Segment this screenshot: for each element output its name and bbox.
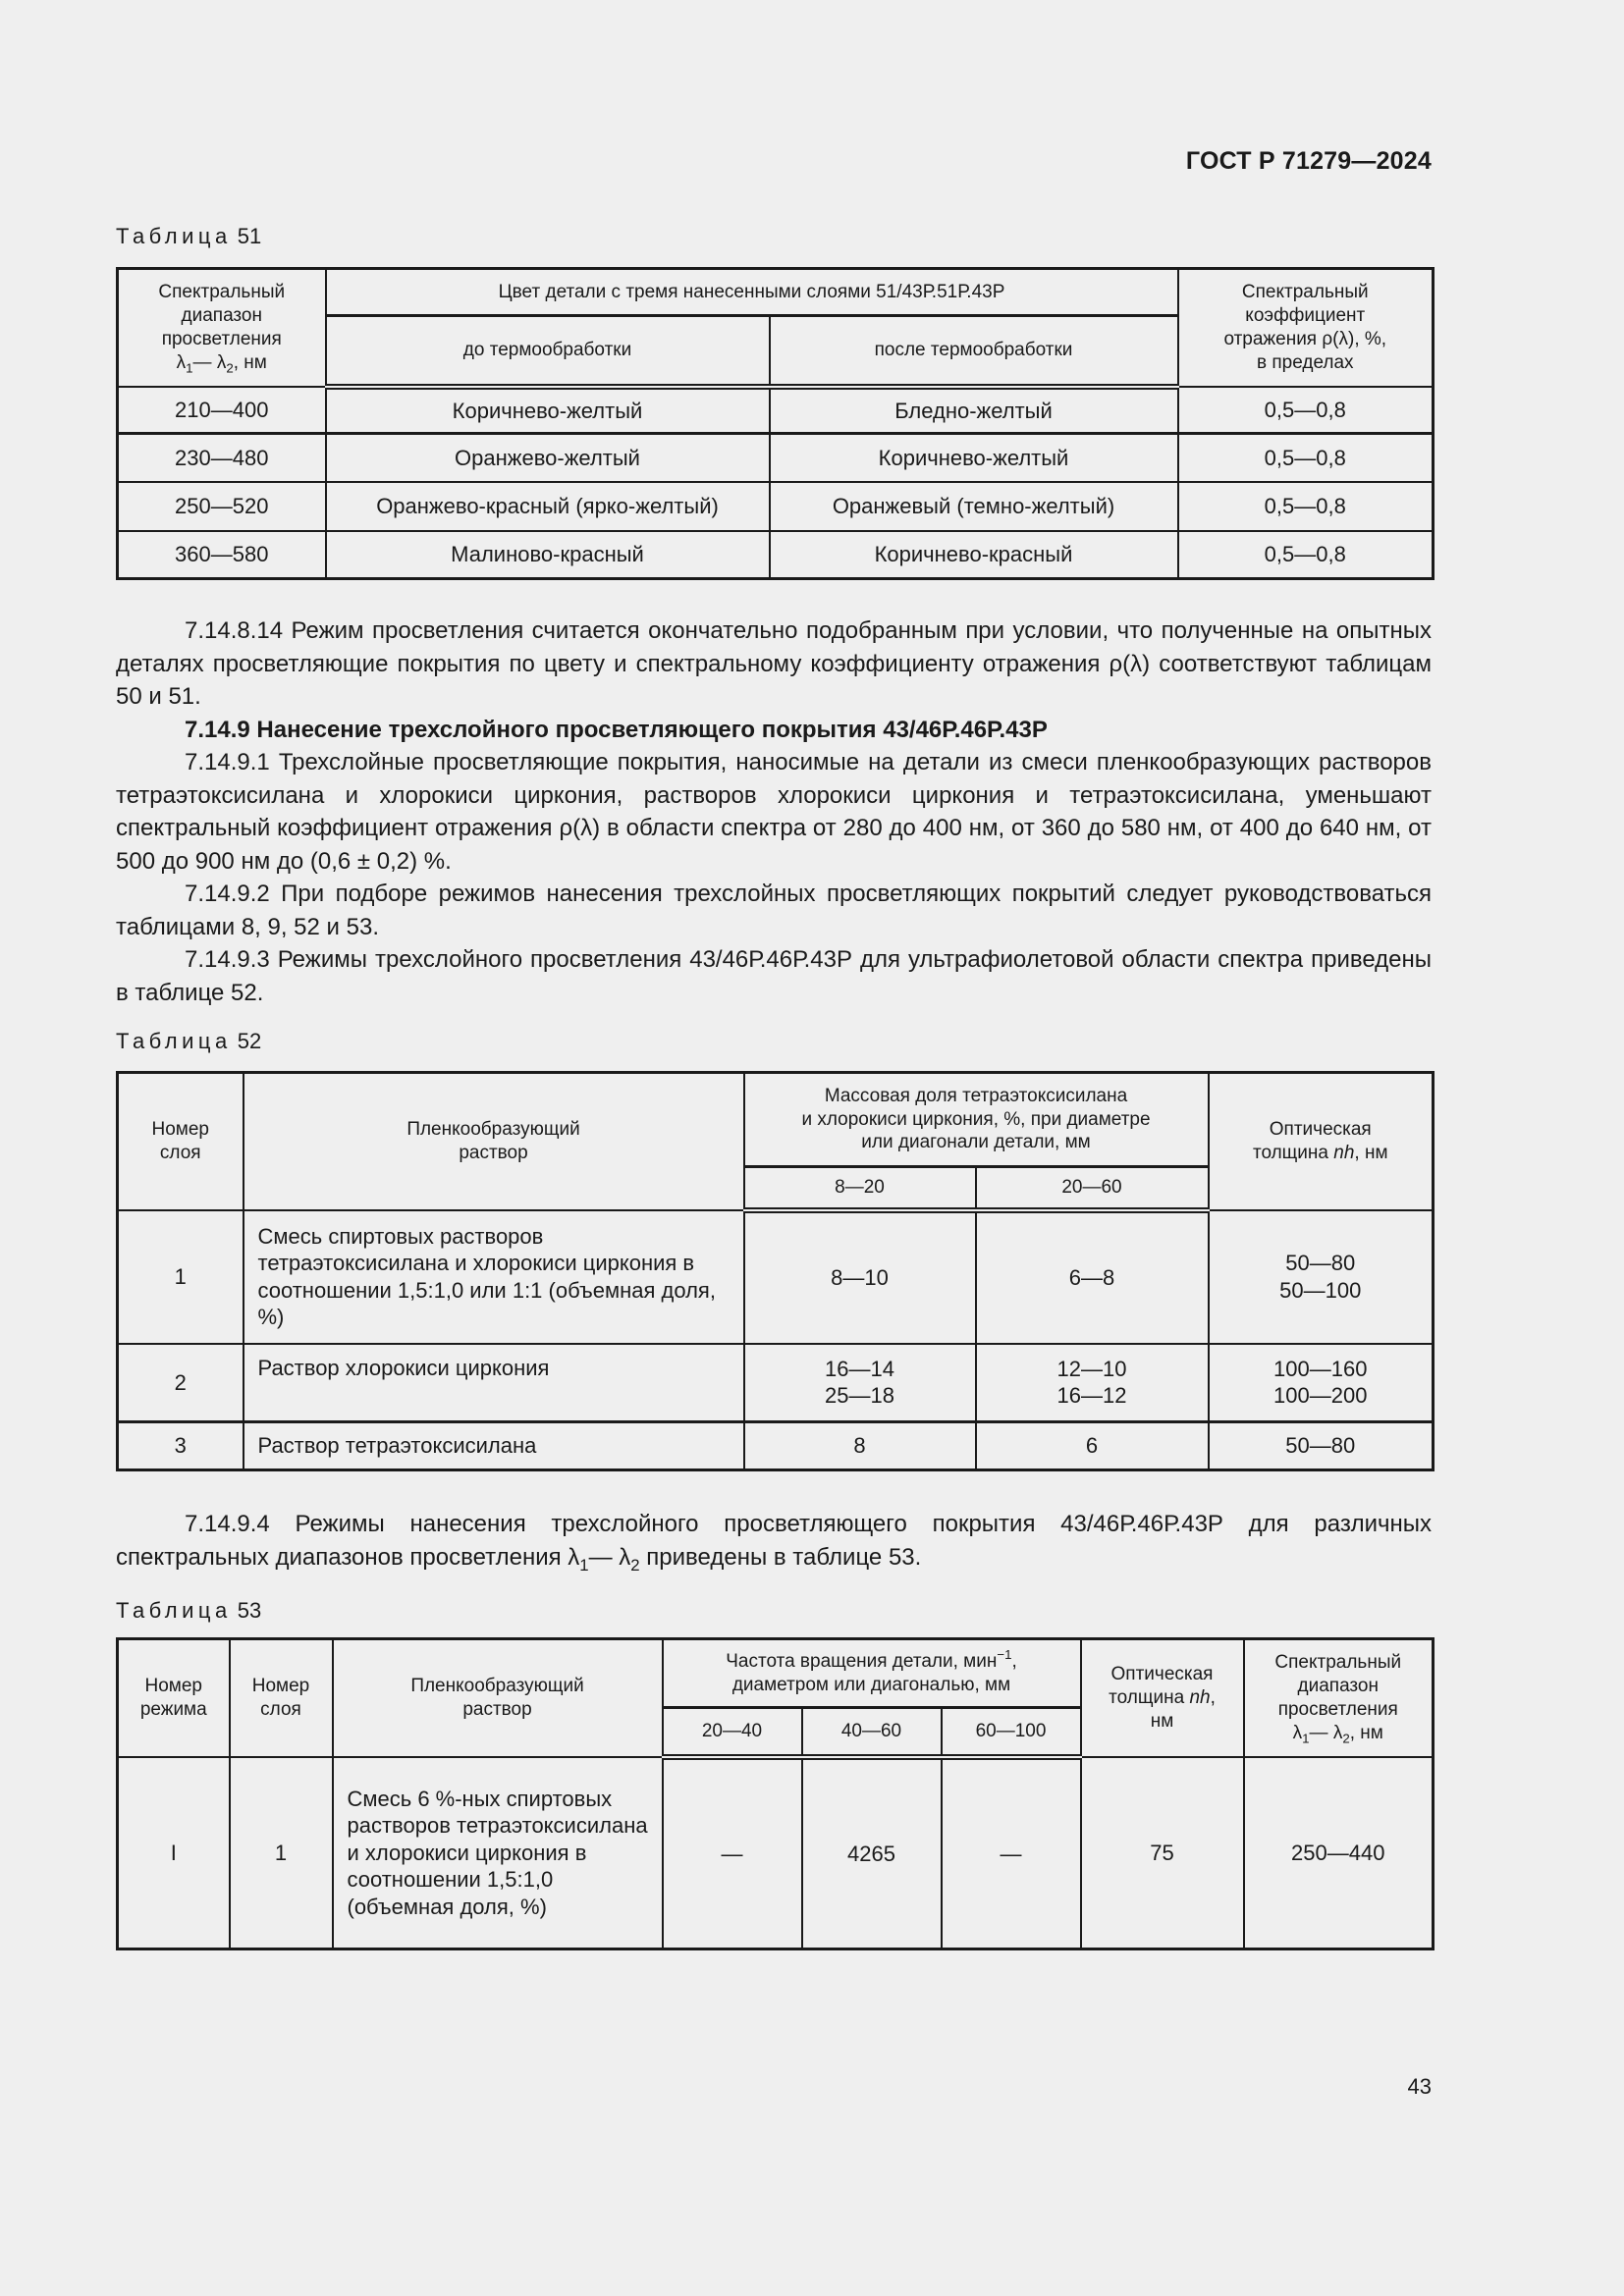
header-diameter-20-60: 20—60 (976, 1167, 1209, 1210)
cell-thickness: 75 (1081, 1757, 1244, 1949)
cell-d1: — (663, 1757, 802, 1949)
table-53 (116, 1637, 1432, 1950)
header-spectral-range: Спектральный диапазон просветления $\lambda_1—$ $\lambda_2$, нм (1244, 1639, 1434, 1757)
header-mass-fraction: Массовая доля тетраэтоксисилана и хлорокиси циркония, %, при диаметре или диагонали детали, мм (744, 1073, 1209, 1167)
cell-range: 250—440 (1244, 1757, 1434, 1949)
cell-coef: 0,5—0,8 (1178, 434, 1434, 482)
header-optical-thickness: Оптическая толщина nh, нм (1209, 1073, 1434, 1210)
cell-coef: 0,5—0,8 (1178, 531, 1434, 579)
cell-range: 250—520 (118, 482, 326, 531)
cell-layer: 2 (118, 1344, 244, 1422)
body-text-2 (116, 1508, 1432, 1574)
table-row (118, 1422, 1434, 1470)
table-51 (116, 267, 1432, 580)
table-row (118, 482, 1434, 531)
caption-word: Таблица (116, 1598, 232, 1623)
caption-word: Таблица (116, 224, 232, 248)
cell-solution: Раствор тетраэтоксисилана (244, 1422, 744, 1470)
cell-layer: 3 (118, 1422, 244, 1470)
cell-d3: — (942, 1757, 1081, 1949)
cell-after: Оранжевый (темно-желтый) (770, 482, 1178, 531)
header-before-heat: до термообработки (326, 316, 770, 387)
cell-thickness: 50—80 (1209, 1422, 1434, 1470)
cell-thickness: 50—80 50—100 (1209, 1210, 1434, 1344)
body-text (116, 614, 1432, 1009)
cell-mode: I (118, 1757, 230, 1949)
cell-solution: Смесь спиртовых растворов тетраэтоксисилана и хлорокиси циркония в соотношении 1,5:1,0 или 1:1 (объемная доля, %) (244, 1210, 744, 1344)
header-layer-number: Номер слоя (118, 1073, 244, 1210)
header-rotation-frequency: Частота вращения детали, мин$^{-1}$, диаметром или диагональю, мм (663, 1639, 1081, 1708)
caption-number: 51 (237, 224, 262, 248)
cell-before: Оранжево-желтый (326, 434, 770, 482)
table-52-block (116, 1029, 1432, 1054)
table-row (118, 1757, 1434, 1949)
section-heading-7-14-9: 7.14.9 Нанесение трехслойного просветляющего покрытия 43/46Р.46Р.43Р (185, 716, 1048, 743)
header-layer-number: Номер слоя (230, 1639, 333, 1757)
table-row (118, 1344, 1434, 1422)
header-optical-thickness: Оптическая толщина nh, нм (1081, 1639, 1244, 1757)
document-code-header: ГОСТ Р 71279—2024 (1185, 147, 1432, 175)
table-51-caption (116, 224, 1432, 249)
cell-range: 360—580 (118, 531, 326, 579)
cell-d2: 4265 (802, 1757, 942, 1949)
cell-d2: 6—8 (976, 1210, 1209, 1344)
table-row (118, 531, 1434, 579)
cell-d2: 12—10 16—12 (976, 1344, 1209, 1422)
table-row (118, 434, 1434, 482)
header-mode-number: Номер режима (118, 1639, 230, 1757)
header-color-group: Цвет детали с тремя нанесенными слоями 51/43Р.51Р.43Р (326, 269, 1178, 316)
cell-layer: 1 (118, 1210, 244, 1344)
cell-after: Бледно-желтый (770, 387, 1178, 434)
cell-thickness: 100—160 100—200 (1209, 1344, 1434, 1422)
cell-range: 210—400 (118, 387, 326, 434)
cell-before: Малиново-красный (326, 531, 770, 579)
cell-d1: 8 (744, 1422, 976, 1470)
cell-solution: Смесь 6 %-ных спиртовых растворов тетраэтоксисилана и хлорокиси циркония в соотношении 1,5:1,0 (объемная доля, %) (333, 1757, 663, 1949)
table-row (118, 387, 1434, 434)
cell-after: Коричнево-желтый (770, 434, 1178, 482)
cell-solution: Раствор хлорокиси циркония (244, 1344, 744, 1422)
caption-number: 53 (237, 1598, 262, 1623)
table-row (118, 1210, 1434, 1344)
cell-coef: 0,5—0,8 (1178, 482, 1434, 531)
cell-d1: 16—14 25—18 (744, 1344, 976, 1422)
header-diameter-60-100: 60—100 (942, 1708, 1081, 1757)
cell-coef: 0,5—0,8 (1178, 387, 1434, 434)
cell-before: Оранжево-красный (ярко-желтый) (326, 482, 770, 531)
header-film-solution: Пленкообразующий раствор (244, 1073, 744, 1210)
table-53-block (116, 1598, 1432, 1624)
table-53-caption (116, 1598, 1432, 1624)
table-52-caption (116, 1029, 1432, 1054)
cell-range: 230—480 (118, 434, 326, 482)
header-reflection-coef: Спектральный коэффициент отражения ρ(λ), %, в пределах (1178, 269, 1434, 387)
header-diameter-20-40: 20—40 (663, 1708, 802, 1757)
header-diameter-8-20: 8—20 (744, 1167, 976, 1210)
paragraph-7-14-9-4: 7.14.9.4 Режимы нанесения трехслойного просветляющего покрытия 43/46Р.46Р.43Р для различных спектральных диапазонов просветления $\lambda_1—$ $\lambda_2$ приведены в таблице 53. (116, 1511, 1432, 1575)
header-after-heat: после термообработки (770, 316, 1178, 387)
table-52 (116, 1071, 1432, 1471)
paragraph-7-14-8-14: 7.14.8.14 Режим просветления считается окончательно подобранным при условии, что полученные на опытных деталях просветляющие покрытия по цвету и спектральному коэффициенту отражения ρ(λ) соответствуют таблицам 50 и 51. (116, 617, 1432, 710)
header-film-solution: Пленкообразующий раствор (333, 1639, 663, 1757)
cell-after: Коричнево-красный (770, 531, 1178, 579)
page-number: 43 (1407, 2074, 1432, 2099)
table-51-block (116, 224, 1432, 249)
header-spectral-range: Спектральный диапазон просветления $\lambda_1—$ $\lambda_2$, нм (118, 269, 326, 387)
paragraph-7-14-9-3: 7.14.9.3 Режимы трехслойного просветления 43/46Р.46Р.43Р для ультрафиолетовой области спектра приведены в таблице 52. (116, 946, 1432, 1006)
cell-d1: 8—10 (744, 1210, 976, 1344)
header-diameter-40-60: 40—60 (802, 1708, 942, 1757)
paragraph-7-14-9-2: 7.14.9.2 При подборе режимов нанесения трехслойных просветляющих покрытий следует руководствоваться таблицами 8, 9, 52 и 53. (116, 881, 1432, 940)
caption-word: Таблица (116, 1029, 232, 1053)
cell-layer: 1 (230, 1757, 333, 1949)
cell-before: Коричнево-желтый (326, 387, 770, 434)
cell-d2: 6 (976, 1422, 1209, 1470)
paragraph-7-14-9-1: 7.14.9.1 Трехслойные просветляющие покрытия, наносимые на детали из смеси пленкообразующих растворов тетраэтоксисилана и хлорокиси циркония, растворов хлорокиси циркония и тетраэтоксисилана, уменьшают спектральный коэффициент отражения ρ(λ) в области спектра от 280 до 400 нм, от 360 до 580 нм, от 400 до 640 нм, от 500 до 900 нм до (0,6 ± 0,2) %. (116, 749, 1432, 875)
caption-number: 52 (237, 1029, 262, 1053)
